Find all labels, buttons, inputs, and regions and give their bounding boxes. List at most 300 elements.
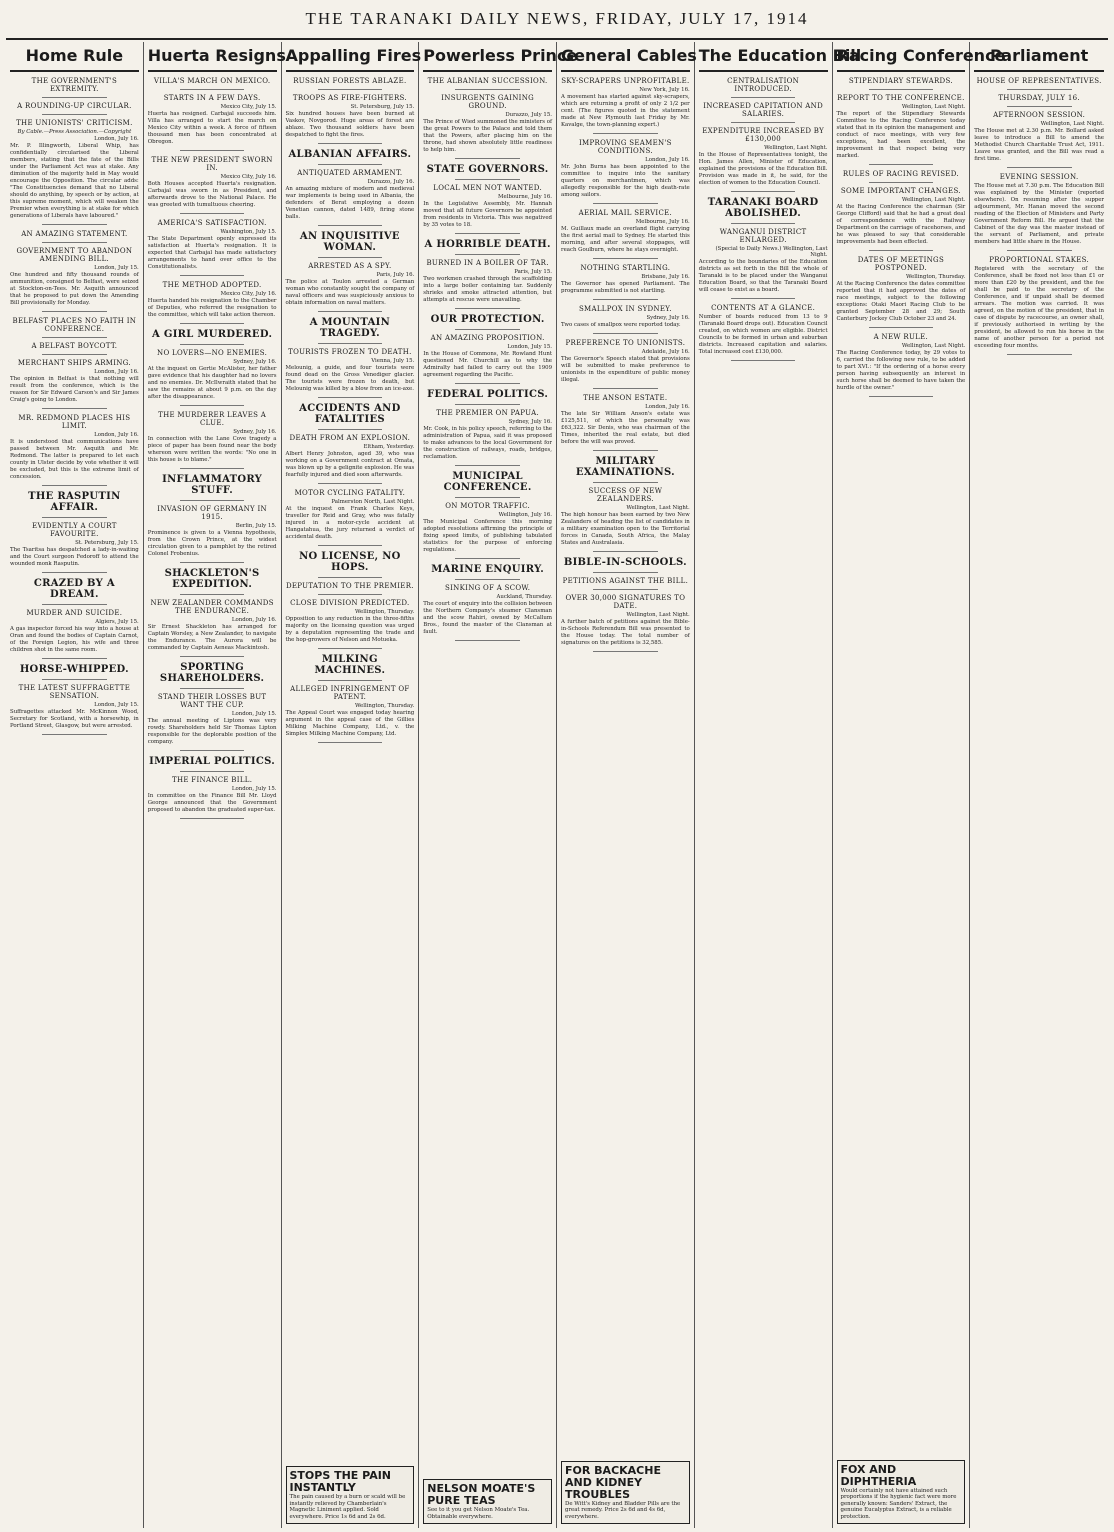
article-headline: SHACKLETON'S EXPEDITION. (164, 568, 260, 590)
article-body: In committee on the Finance Bill Mr. Lloyd George announced that the Government proposed to abandon the graduated super-tax. (147, 793, 277, 813)
article-headline: THE MURDERER LEAVES A CLUE. (158, 411, 267, 427)
article-headline: A MOUNTAIN TRAGEDY. (309, 317, 391, 339)
column (970, 42, 1108, 1528)
article-subheadline: NEW ZEALANDER COMMANDS THE ENDURANCE. (150, 599, 274, 615)
article-subheadline: THURSDAY, JULY 16. (998, 94, 1080, 102)
article (148, 281, 277, 324)
article (286, 551, 415, 649)
article-subheadline: SINKING OF A SCOW. (445, 584, 531, 592)
article (10, 664, 139, 735)
divider-rule (42, 311, 106, 312)
advertisement (286, 1466, 415, 1524)
article-subheadline: TOURISTS FROZEN TO DEATH. (288, 348, 412, 356)
divider-rule (180, 818, 244, 819)
divider-rule (593, 572, 657, 573)
masthead-title: THE TARANAKI DAILY NEWS, FRIDAY, JULY 17, 1914 (305, 9, 809, 28)
article-subheadline: INCREASED CAPITATION AND SALARIES. (703, 102, 824, 118)
article-headline: STATE GOVERNORS. (426, 164, 549, 175)
article (699, 304, 828, 361)
article-headline: ALBANIAN AFFAIRS. (288, 149, 412, 160)
divider-rule (180, 323, 244, 324)
divider-rule (318, 742, 382, 743)
article-dateline: Wellington, July 16. (498, 512, 552, 518)
article-dateline: Auckland, Thursday. (496, 594, 552, 600)
ad-title: NELSON MOATE'S PURE TEAS (427, 1482, 536, 1507)
article-headline: A NEW RULE. (873, 333, 929, 341)
column-headline: Powerless Prince (423, 42, 552, 72)
divider-rule (731, 97, 795, 98)
article-headline: SMALLPOX IN SYDNEY. (578, 305, 672, 313)
article-headline: BELFAST PLACES NO FAITH IN CONFERENCE. (12, 317, 137, 333)
article-body: The late Sir William Anson's estate was £125,511, of which the personalty was £63,322. Sir Denis, who was chairman of the Times, inherited the real estate, but died before the will was proved. (561, 411, 690, 445)
article (148, 219, 277, 276)
article-subheadline: ARRESTED AS A SPY. (308, 262, 392, 270)
masthead-rule (6, 38, 1108, 40)
article-body: Huerta handed his resignation to the Chamber of Deputies, who referred the resignation to the committee, which will take action thereon. (147, 298, 277, 318)
divider-rule (318, 343, 382, 344)
article-body: A movement has started against sky-scrapers, which are returning a profit of only 2 1/2 per cent. (The figures quoted in the statement made at New Plymouth last Friday by Mr. Kavalge, the town-planning expert.) (561, 94, 690, 128)
article (561, 264, 690, 300)
article-subheadline: PETITIONS AGAINST THE BILL. (562, 577, 689, 585)
ad-text: Would certainly not have attained such proportions if the hygienic fact were more generally known: Sanders' Extract, the genuine Eucalyptus Extract, is a reliable protection. (840, 1487, 957, 1520)
column (282, 42, 420, 1528)
article-headline: NO LICENSE, NO HOPS. (299, 551, 401, 573)
article-body: Suffragettes attacked Mr. McKinnon Wood, Secretary for Scotland, with a horsewhip, in Portland Street, Glasgow, but were arrested. (10, 709, 139, 729)
article-body: A gas inspector forced his way into a house at Oran and found the bodies of Captain Carnot, of the Foreign Legion, his wife and three children shot in the same room. (10, 626, 139, 653)
article (10, 578, 139, 659)
article-headline: ACCIDENTS AND FATALITIES (299, 403, 401, 425)
article-subheadline: BURNED IN A BOILER OF TAR. (426, 259, 549, 267)
article-headline: SKY-SCRAPERS UNPROFITABLE. (561, 77, 690, 85)
article-subheadline: THE LATEST SUFFRAGETTE SENSATION. (18, 684, 131, 700)
divider-rule (318, 545, 382, 546)
article-body: Albert Henry Johnston, aged 39, who was working on a Government contract at Omata, was blown up by a gelignite explosion. He was fearfully injured and died soon afterwards. (285, 451, 415, 478)
article-body: The Appeal Court was engaged today hearing argument in the appeal case of the Gillies Milking Machine Company, Ltd., v. the Simplex Milking Machine Company, Ltd. (285, 710, 415, 737)
article-subheadline: INSURGENTS GAINING GROUND. (441, 94, 535, 110)
article-headline: A GIRL MURDERED. (152, 329, 273, 340)
divider-rule (731, 223, 795, 224)
divider-rule (869, 396, 933, 397)
divider-rule (455, 640, 519, 641)
article (561, 339, 690, 389)
article (10, 77, 139, 225)
article-body: The House met at 2.30 p.m. Mr. Bollard asked leave to introduce a Bill to amend the Methodist Church Charitable Trust Act, 1911. Leave was granted, and the Bill was read a first time. (974, 128, 1104, 162)
article-headline: THE ANSON ESTATE. (583, 394, 668, 402)
article-dateline: Paris, July 15. (514, 269, 552, 275)
article-headline: AN INQUISITIVE WOMAN. (299, 231, 400, 253)
divider-rule (180, 594, 244, 595)
article (561, 209, 690, 259)
article (561, 456, 690, 552)
article-subheadline: NO LOVERS—NO ENEMIES. (157, 349, 268, 357)
divider-rule (593, 299, 657, 300)
divider-rule (180, 750, 244, 751)
divider-rule (42, 97, 106, 98)
article-headline: AN AMAZING STATEMENT. (21, 230, 128, 238)
article-body: One hundred and fifty thousand rounds of ammunition, consigned to Belfast, were seized at Stockton-on-Tees. Mr. Asquith announced that he proposed to put down the Amending Bill provisionally for Monday. (10, 272, 139, 306)
article-headline: DATES OF MEETINGS POSTPONED. (857, 256, 945, 272)
divider-rule (180, 89, 244, 90)
article-subheadline: STAND THEIR LOSSES BUT WANT THE CUP. (157, 693, 267, 709)
divider-rule (318, 397, 382, 398)
article-body: The State Department openly expressed its satisfaction at Huerta's resignation. It is expected that Carbajal has made satisfactory arrangements to hand over office to the Constitutionalists. (147, 236, 277, 270)
article (423, 164, 552, 234)
article-subheadline: MERCHANT SHIPS ARMING. (17, 359, 131, 367)
divider-rule (318, 225, 382, 226)
article-subheadline: INVASION OF GERMANY IN 1915. (157, 505, 267, 521)
article-body: The Racing Conference today, by 29 votes to 6, carried the following new rule, to be added to part XVI.: "If the ordering of a horse every person having subsequently an interest in such horse shall be deemed to have taken the hurdle of the owner." (836, 350, 966, 391)
article-dateline: Paris, July 16. (376, 272, 415, 278)
article-headline: CRAZED BY A DREAM. (33, 578, 115, 600)
ad-title: FOR BACKACHE AND KIDNEY TROUBLES (565, 1463, 661, 1501)
divider-rule (593, 551, 657, 552)
article-body: Mr. John Burns has been appointed to the committee to inquire into the sanitary quarters on merchantmen, which was allegedly responsible for the high death-rate among sailors. (561, 164, 690, 198)
article-dateline: Melbourne, July 16. (498, 194, 552, 200)
article-headline: MUNICIPAL CONFERENCE. (443, 471, 532, 493)
divider-rule (1007, 250, 1072, 251)
article-headline: THE RASPUTIN AFFAIR. (28, 491, 121, 513)
article-subheadline: THE UNIONISTS' CRITICISM. (16, 119, 133, 127)
article (423, 77, 552, 159)
article-headline: AERIAL MAIL SERVICE. (578, 209, 673, 217)
article-dateline: Melbourne, July 16. (635, 219, 690, 225)
article-subheadline: DEPUTATION TO THE PREMIER. (285, 582, 414, 590)
article (286, 317, 415, 398)
article-body: In connection with the Lane Cove tragedy a piece of paper has been found near the body whereon were written the words: "No one in this house is to blame." (147, 436, 277, 463)
article-body: The Municipal Conference this morning adopted resolutions affirming the principle of fixing speed limits, of publishing tabulated statistics for the purpose of enforcing regulations. (423, 519, 552, 553)
article-dateline: New York, July 16. (639, 87, 690, 93)
divider-rule (180, 275, 244, 276)
divider-rule (318, 648, 382, 649)
article-headline: FEDERAL POLITICS. (427, 389, 549, 400)
article-subheadline: OVER 30,000 SIGNATURES TO DATE. (565, 594, 686, 610)
article (148, 474, 277, 563)
article-body: Both Houses accepted Huerta's resignation. Carbajal was sworn in as President, and afterwards drove to the National Palace. He was greeted with tumultuous cheering. (147, 181, 277, 208)
divider-rule (42, 114, 106, 115)
article-dateline: London, July 15. (231, 786, 277, 792)
article-dateline: Wellington, Last Night. (901, 197, 966, 203)
article-dateline: London, July 16. (231, 617, 277, 623)
article-body: At the Racing Conference the chairman (Sir George Clifford) said that he had a great deal of correspondence with the Railway Department on the carriage of racehorses, and he was pleased to say that considerable improvements had been effected. (836, 204, 966, 245)
article-subheadline: AN AMAZING PROPOSITION. (430, 334, 545, 342)
article-headline: TARANAKI BOARD ABOLISHED. (707, 197, 819, 219)
divider-rule (455, 329, 519, 330)
article-body: Two cases of smallpox were reported today. (561, 322, 681, 328)
masthead (0, 0, 1114, 38)
divider-rule (593, 333, 657, 334)
divider-rule (42, 734, 106, 735)
article-dateline: Wellington, Last Night. (626, 612, 690, 618)
divider-rule (593, 651, 657, 652)
article-dateline: London, July 15. (231, 711, 277, 717)
article-dateline: London, July 16. (94, 136, 139, 142)
divider-rule (455, 558, 519, 559)
article-headline: RULES OF RACING REVISED. (842, 170, 959, 178)
article-subheadline: TROOPS AS FIRE-FIGHTERS. (292, 94, 407, 102)
ad-text: The pain caused by a burn or scald will be instantly relieved by Chamberlain's Magnetic Liniment applied. Sold everywhere. Price 1s 6d and 2s 6d. (289, 1494, 406, 1520)
article (837, 77, 966, 165)
divider-rule (1007, 167, 1072, 168)
article-headline: PREFERENCE TO UNIONISTS. (565, 339, 686, 347)
divider-rule (455, 308, 519, 309)
article-body: The annual meeting of Liptons was very rowdy. Shareholders held Sir Thomas Lipton responsible for the deplorable position of the company. (147, 718, 277, 745)
article-dateline: Mexico City, July 15. (220, 104, 277, 110)
divider-rule (180, 405, 244, 406)
article-dateline: Palmerston North, Last Night. (331, 499, 415, 505)
article (699, 197, 828, 299)
article-dateline: Algiers, July 15. (95, 619, 139, 625)
article-headline: MR. REDMOND PLACES HIS LIMIT. (18, 414, 131, 430)
divider-rule (180, 468, 244, 469)
divider-rule (593, 258, 657, 259)
column (419, 42, 578, 1528)
article-body: M. Guillaux made an overland flight carrying the first aerial mail to Sydney. He started this morning, and after several stoppages, will reach Goulburn, where he stays overnight. (561, 226, 690, 253)
divider-rule (318, 164, 382, 165)
divider-rule (42, 408, 106, 409)
article-headline: THE ALBANIAN SUCCESSION. (427, 77, 548, 85)
article (148, 156, 277, 214)
article-body: The police at Toulon arrested a German woman who constantly sought the company of naval officers and was suspiciously anxious to obtain information on naval matters. (285, 279, 415, 306)
article-dateline: Wellington, Thursday. (905, 274, 966, 280)
divider-rule (731, 191, 795, 192)
advertisement (423, 1479, 552, 1524)
article-headline: HORSE-WHIPPED. (19, 664, 129, 675)
article-body: In the House of Representatives tonight, the Hon. James Allen, Minister of Education, explained the provisions of the Education Bill. Provision was made in it, he said, for the election of women to the Education Council. (698, 152, 828, 186)
article-headline: HOUSE OF REPRESENTATIVES. (976, 77, 1102, 85)
article (286, 403, 415, 484)
column-headline: Appalling Fires (286, 42, 415, 72)
article (837, 256, 966, 328)
article (423, 314, 552, 384)
article-headline: OUR PROTECTION. (430, 314, 545, 325)
divider-rule (593, 133, 657, 134)
divider-rule (42, 224, 106, 225)
divider-rule (318, 89, 382, 90)
article-body: Mr. P. Illingworth, Liberal Whip, has confidentially circularised the Liberal members, stating that the fate of the Bills under the Parliament Act was at stake. Any diminution of the majority held in May would encourage the Opposition. The circular adds: "The Constituencies demand that no Liberal should do anything, by speech or by action, at this supreme moment, which will weaken the Premier when everything is at stake for which generations of Liberals have laboured." (10, 143, 139, 219)
article-subheadline: CLOSE DIVISION PREDICTED. (290, 599, 410, 607)
article-body: In the House of Commons, Mr. Rowland Hunt questioned Mr. Churchill as to why the Admiralty had failed to carry out the 1909 agreement regarding the Pacific. (423, 351, 552, 378)
divider-rule (731, 360, 795, 361)
article (974, 256, 1104, 355)
article-subheadline: AFTERNOON SESSION. (993, 111, 1086, 119)
advertisement (561, 1461, 690, 1525)
article-dateline: Washington, July 15. (220, 229, 277, 235)
divider-rule (869, 89, 933, 90)
article-dateline: Wellington, Last Night. (764, 145, 828, 151)
divider-rule (593, 589, 657, 590)
divider-rule (455, 465, 519, 466)
article-headline: INFLAMMATORY STUFF. (162, 474, 263, 496)
article-headline: BIBLE-IN-SCHOOLS. (563, 557, 687, 568)
divider-rule (42, 517, 106, 518)
article-body: A further batch of petitions against the Bible-in-Schools Referendum Bill was presented to the House today. The total number of signatures on the petitions is 32,585. (561, 619, 690, 646)
divider-rule (455, 158, 519, 159)
article-dateline: Mexico City, July 16. (220, 174, 277, 180)
article (561, 394, 690, 451)
columns (6, 42, 1108, 1528)
article-body: Huerta has resigned. Carbajal succeeds him. Villa has arranged to start the march on Mexico City within a week. A force of fifteen thousand men has been concentrated at Obregon. (147, 111, 277, 145)
article-byline: By Cable.—Press Association.—Copyright (17, 129, 132, 135)
article-dateline: Berlin, July 15. (235, 523, 277, 529)
divider-rule (42, 658, 106, 659)
article-subheadline: ALLEGED INFRINGEMENT OF PATENT. (290, 685, 410, 701)
article (148, 329, 277, 406)
article-body: The Tsaritsa has despatched a lady-in-waiting and the Court surgeon Fedoroff to attend the wounded monk Rasputin. (10, 547, 139, 567)
article-subheadline: ON MOTOR TRAFFIC. (445, 502, 531, 510)
column (144, 42, 286, 1528)
article-subheadline: EXPENDITURE INCREASED BY £130,000 (702, 127, 825, 143)
article-subheadline: DEATH FROM AN EXPLOSION. (289, 434, 411, 442)
article (423, 471, 552, 559)
article-dateline: Eltham, Yesterday. (363, 444, 415, 450)
article-dateline: (Special to Daily News.) Wellington, Last Night. (715, 246, 828, 258)
divider-rule (180, 562, 244, 563)
article-body: Six hundred houses have been burned at Vaskov, Novgorod. Huge areas of forest are ablaze. Two thousand soldiers have been despatched to fight the fires. (285, 111, 415, 138)
column-headline: Parliament (974, 42, 1104, 72)
article-body: The Governor's Speech stated that provisions will be submitted to make preference to unionists in the expenditure of public money illegal. (561, 356, 690, 383)
article-headline: THE GOVERNMENT'S EXTREMITY. (31, 77, 118, 93)
article-subheadline: WANGANUI DISTRICT ENLARGED. (719, 228, 807, 244)
article-dateline: London, July 16. (94, 432, 139, 438)
divider-rule (455, 383, 519, 384)
article-dateline: St. Petersburg, July 15. (75, 540, 139, 546)
divider-rule (180, 213, 244, 214)
article-dateline: Wellington, Thursday. (354, 703, 415, 709)
article-body: Number of boards reduced from 13 to 9 (Taranaki Board drops out). Education Council created, on which women are eligible. District Councils to be formed in urban and suburban districts. Increased capitation and salaries. Total increased cost £130,000. (698, 314, 828, 355)
divider-rule (318, 594, 382, 595)
article (699, 77, 828, 192)
article-dateline: Sydney, July 16. (233, 359, 277, 365)
article (286, 654, 415, 743)
article-headline: SPORTING SHAREHOLDERS. (159, 662, 265, 684)
article-dateline: St. Petersburg, July 15. (350, 104, 415, 110)
divider-rule (455, 179, 519, 180)
article-body: An amazing mixture of modern and medieval war implements is being used in Albania, the defenders of Berat employing a dozen Venetian cannon, dated 1489, firing stone balls. (285, 186, 415, 220)
article-headline: NOTHING STARTLING. (580, 264, 671, 272)
article-subheadline: A BELFAST BOYCOTT. (31, 342, 118, 350)
divider-rule (455, 233, 519, 234)
article-body: Registered with the secretary of the Conference, shall be fixed not less than £1 or more than £20 by the president, and the fee shall be paid to the secretary of the Conference, and if unpaid shall be deemed arrears. The motion was carried. It was agreed, on the motion of the president, that in case of dispute by racecourse, an owner shall, if previously authorised in writing by the president, be allowed to run his horse in the name of another person for a period not exceeding four months. (974, 266, 1104, 349)
article-subheadline: SUCCESS OF NEW ZEALANDERS. (588, 487, 663, 503)
article-body: In the Legislative Assembly, Mr. Hannah moved that all future Governors be appointed from residents in Victoria. This was negatived by 35 votes to 18. (423, 201, 552, 228)
article (837, 333, 966, 397)
article-body: According to the boundaries of the Education districts as set forth in the Bill the whole of Taranaki is to be placed under the Wanganui Education Board, so that the Taranaki Board will cease to exist as a board. (698, 259, 828, 293)
divider-rule (42, 604, 106, 605)
divider-rule (869, 327, 933, 328)
article-headline: CENTRALISATION INTRODUCED. (727, 77, 800, 93)
divider-rule (593, 388, 657, 389)
divider-rule (42, 572, 106, 573)
divider-rule (593, 203, 657, 204)
ad-text: See to it you get Nelson Moate's Tea. Obtainable everywhere. (427, 1507, 530, 1520)
divider-rule (42, 679, 106, 680)
article-dateline: London, July 15. (94, 265, 139, 271)
article (286, 231, 415, 312)
divider-rule (180, 344, 244, 345)
article-dateline: London, July 16. (94, 369, 139, 375)
article-headline: THE NEW PRESIDENT SWORN IN. (151, 156, 273, 172)
article-dateline: Sydney, July 16. (508, 419, 552, 425)
divider-rule (180, 656, 244, 657)
article-subheadline: A ROUNDING-UP CIRCULAR. (17, 102, 132, 110)
article-headline: A HORRIBLE DEATH. (424, 239, 551, 250)
divider-rule (180, 771, 244, 772)
article (423, 389, 552, 466)
divider-rule (869, 164, 933, 165)
article-subheadline: STARTS IN A FEW DAYS. (163, 94, 261, 102)
article-subheadline: SOME IMPORTANT CHANGES. (840, 187, 961, 195)
article-dateline: Wellington, Last Night. (626, 505, 690, 511)
article (10, 230, 139, 312)
divider-rule (180, 500, 244, 501)
article-body: At the Racing Conference the dates committee reported that it had approved the dates of race meetings, subject to the following exceptions: Otaki Maori Racing Club to be granted September 28 and 29; South Canterbury Jockey Club October 23 and 24. (836, 281, 966, 322)
divider-rule (593, 482, 657, 483)
article-dateline: Wellington, Last Night. (901, 343, 966, 349)
article (286, 149, 415, 226)
divider-rule (42, 354, 106, 355)
article (561, 139, 690, 204)
article-subheadline: THE PREMIER ON PAPUA. (436, 409, 540, 417)
article-dateline: Wellington, Last Night. (901, 104, 966, 110)
divider-rule (869, 250, 933, 251)
divider-rule (1007, 106, 1072, 107)
article-dateline: Sydney, July 16. (646, 315, 690, 321)
article-body: The Prince of Wied summoned the ministers of the great Powers to the Palace and told them that the Powers, after placing him on the throne, had shown absolutely little readiness to help him. (423, 119, 552, 153)
column (557, 42, 695, 1528)
article-body: Mr. Cook, in his policy speech, referring to the administration of Papua, said it was proposed to make advances to the local Government for the construction of railways, roads, bridges, reclamation. (423, 426, 552, 460)
divider-rule (318, 577, 382, 578)
divider-rule (731, 298, 795, 299)
article-body: The report of the Stipendiary Stewards Committee to the Racing Conference today stated that in its opinion the management and conduct of race meetings, with very few exceptions, had been excellent, the improvement in that respect being very marked. (836, 111, 966, 159)
divider-rule (42, 337, 106, 338)
article-headline: IMPERIAL POLITICS. (149, 756, 276, 767)
article-dateline: Wellington, Thursday. (354, 609, 415, 615)
article-headline: EVENING SESSION. (999, 173, 1079, 181)
article (423, 564, 552, 641)
divider-rule (42, 242, 106, 243)
article (837, 170, 966, 251)
divider-rule (42, 485, 106, 486)
article-headline: RUSSIAN FORESTS ABLAZE. (293, 77, 407, 85)
article (148, 77, 277, 151)
article-body: At the inquest on Gertie McAlister, her father gave evidence that his daughter had no lovers and no enemies. Dr. McIlwraith stated that he saw the remains at about 9 p.m. on the day after the disappearance. (147, 366, 277, 400)
divider-rule (318, 311, 382, 312)
article (286, 489, 415, 546)
article-body: Sir Ernest Shackleton has arranged for Captain Worsley, a New Zealander, to navigate the Endurance. The Aurora will be commanded by Captain Aeneas Mackintosh. (147, 624, 277, 651)
article (148, 756, 277, 819)
article-dateline: London, July 16. (645, 157, 690, 163)
article-body: Melounig, a guide, and four tourists were found dead on the Gross Venediger glacier. The tourists were frozen to death, but Melounig was killed by a blow from an ice-axe. (285, 365, 415, 392)
article (561, 77, 690, 134)
article-headline: CONTENTS AT A GLANCE. (711, 304, 816, 312)
article-headline: PROPORTIONAL STAKES. (989, 256, 1090, 264)
article (10, 491, 139, 573)
article (10, 414, 139, 486)
divider-rule (731, 122, 795, 123)
divider-rule (318, 483, 382, 484)
article (148, 411, 277, 469)
article-subheadline: THE FINANCE BILL. (171, 776, 253, 784)
article-body: Two workmen crashed through the scaffolding into a large boiler containing tar. Suddenly shrieks and smoke attracted attention, but attempts at rescue were unavailing. (423, 276, 552, 303)
divider-rule (318, 143, 382, 144)
divider-rule (455, 497, 519, 498)
article-headline: MILKING MACHINES. (314, 654, 386, 676)
column-headline: The Education Bill (699, 42, 828, 72)
advertisement (837, 1460, 966, 1525)
article-body: Prominence is given to a Vienna hypothesis, from the Crown Prince, at the widest circulation given to a pamphlet by the retired Colonel Frobenius. (147, 530, 277, 557)
article-dateline: London, July 15. (507, 344, 552, 350)
article-headline: VILLA'S MARCH ON MEXICO. (153, 77, 271, 85)
